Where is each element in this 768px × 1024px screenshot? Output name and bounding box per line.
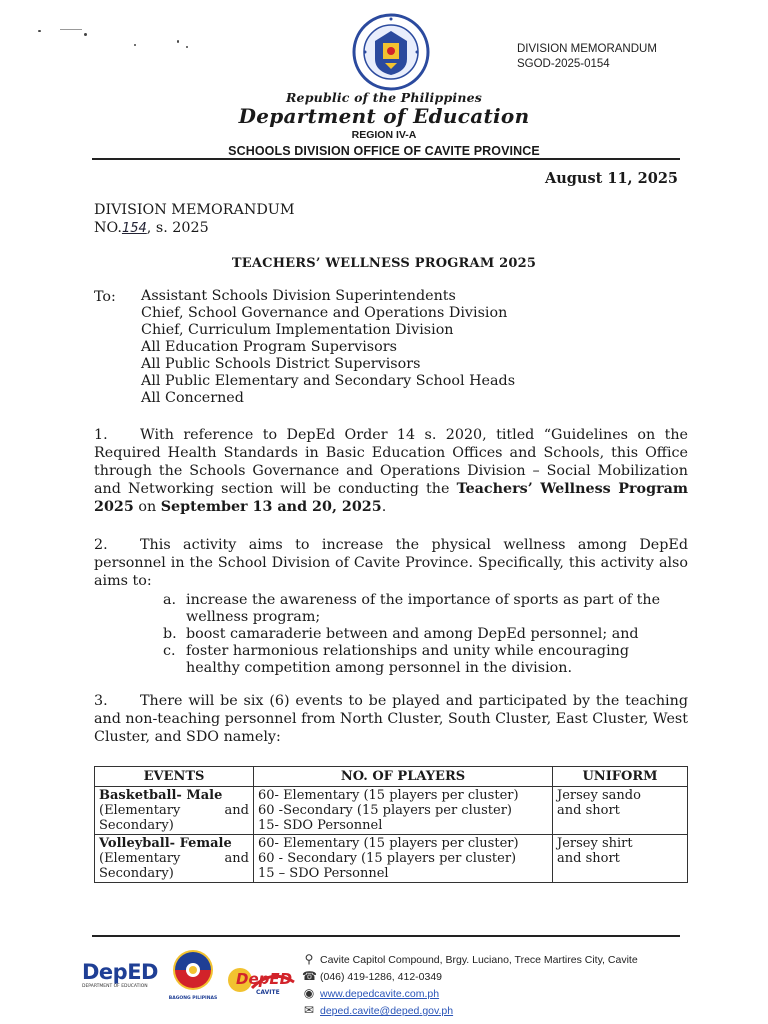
table-header-players: NO. OF PLAYERS xyxy=(254,767,553,787)
location-pin-icon: ⚲ xyxy=(304,952,314,966)
paragraph-1 xyxy=(94,426,688,516)
memo-date: August 11, 2025 xyxy=(544,170,678,187)
memo-title: DIVISION MEMORANDUM xyxy=(94,202,295,218)
deped-logo xyxy=(82,960,172,1000)
recipient-item: Chief, Curriculum Implementation Division xyxy=(141,322,454,338)
table-header-row xyxy=(95,767,688,787)
paragraph-3-number: 3. xyxy=(94,693,108,709)
footer-website-row xyxy=(302,985,638,1002)
paragraph-1-text-c: . xyxy=(381,499,387,515)
deped-cavite-logo-subtext: CAVITE xyxy=(256,989,280,996)
scan-speck xyxy=(186,46,188,48)
footer-email-link[interactable]: deped.cavite@deped.gov.ph xyxy=(320,1005,454,1017)
players-cell xyxy=(254,787,553,835)
players-cell xyxy=(254,835,553,883)
event-cell xyxy=(95,835,254,883)
scan-speck xyxy=(60,29,82,30)
to-label: To: xyxy=(94,289,116,305)
event-category-end: Secondary) xyxy=(99,818,174,833)
paragraph-2 xyxy=(94,536,688,590)
events-table xyxy=(94,766,688,883)
event-cell xyxy=(95,787,254,835)
header-rule xyxy=(92,158,680,160)
memo-code-line1: DIVISION MEMORANDUM xyxy=(517,43,657,55)
table-row xyxy=(95,835,688,883)
event-category-b: and xyxy=(224,851,249,866)
event-category-end: Secondary) xyxy=(99,866,174,881)
recipient-item: All Public Schools District Supervisors xyxy=(141,356,421,372)
recipient-item: Chief, School Governance and Operations Division xyxy=(141,305,508,321)
footer-phone-row xyxy=(302,968,638,985)
footer-website-link[interactable]: www.depedcavite.com.ph xyxy=(320,988,440,1000)
seal-icon xyxy=(352,13,430,91)
players-line: 60 -Secondary (15 players per cluster) xyxy=(258,803,512,818)
objective-text: boost camaraderie between and among DepEd personnel; and xyxy=(186,626,639,642)
scan-speck xyxy=(134,44,136,46)
program-dates: September 13 and 20, 2025 xyxy=(160,499,382,515)
event-category-a: (Elementary xyxy=(99,851,181,866)
event-category-line xyxy=(99,851,249,866)
deped-seal xyxy=(352,13,430,91)
paragraph-1-text-a: With reference to DepEd Order 14 s. 2020, titled “Guidelines on the Required Health Standards in Basic Education Offices and Schools, this Office through the Schools Governance and Operations Division – Social Mobilization and Networking section will be conducting the xyxy=(94,427,688,497)
department-title: Department of Education xyxy=(238,104,530,128)
memo-code-label xyxy=(517,42,657,72)
event-category-a: (Elementary xyxy=(99,803,181,818)
uniform-cell xyxy=(553,835,688,883)
uniform-line: Jersey shirt xyxy=(557,836,633,851)
objective-text: increase the awareness of the importance of sports as part of the wellness program; xyxy=(186,592,661,625)
republic-line: Republic of the Philippines xyxy=(285,90,483,105)
objective-item xyxy=(163,592,687,626)
recipients-list xyxy=(141,288,681,407)
table-row xyxy=(95,787,688,835)
objective-letter: b. xyxy=(163,626,177,642)
deped-cavite-logo-text: DepED xyxy=(236,970,293,988)
footer-phone: (046) 419-1286, 412-0349 xyxy=(320,971,443,983)
event-category-b: and xyxy=(224,803,249,818)
paragraph-1-number: 1. xyxy=(94,427,108,443)
memo-number-handwritten: 154 xyxy=(121,221,147,236)
players-line: 15- SDO Personnel xyxy=(258,818,383,833)
scan-speck xyxy=(177,40,179,43)
deped-cavite-logo xyxy=(222,958,296,1002)
memo-number-prefix: NO. xyxy=(94,220,122,236)
recipient-item: All Concerned xyxy=(141,390,244,406)
objective-item xyxy=(163,643,687,677)
paragraph-1-text-b: on xyxy=(133,499,161,515)
footer-address: Cavite Capitol Compound, Brgy. Luciano, Trece Martires City, Cavite xyxy=(320,954,638,966)
table-header-events: EVENTS xyxy=(95,767,254,787)
paragraph-2-number: 2. xyxy=(94,537,108,553)
footer-email-row xyxy=(302,1002,638,1019)
paragraph-3-text: There will be six (6) events to be played and participated by the teaching and non-teaching personnel from North Cluster, South Cluster, East Cluster, West Cluster, and SDO namely: xyxy=(94,693,688,745)
event-category-line xyxy=(99,803,249,818)
players-line: 15 – SDO Personnel xyxy=(258,866,389,881)
uniform-line: and short xyxy=(557,803,620,818)
recipient-item: All Education Program Supervisors xyxy=(141,339,397,355)
scan-speck xyxy=(38,30,41,32)
table-header-uniform: UNIFORM xyxy=(553,767,688,787)
bagong-pilipinas-emblem-icon xyxy=(171,948,215,992)
recipient-item: Assistant Schools Division Superintendents xyxy=(141,288,456,304)
memo-code-line2: SGOD-2025-0154 xyxy=(517,58,610,70)
envelope-icon: ✉ xyxy=(303,1003,315,1017)
objective-letter: c. xyxy=(163,643,176,659)
players-line: 60 - Secondary (15 players per cluster) xyxy=(258,851,517,866)
scan-speck xyxy=(84,33,87,36)
footer-rule xyxy=(92,935,680,937)
footer-address-row xyxy=(302,951,638,968)
paragraph-2-text: This activity aims to increase the physical wellness among DepEd personnel in the School Division of Cavite Province. Specifically, this activity also aims to: xyxy=(94,537,688,589)
event-name: Volleyball- Female xyxy=(99,836,232,851)
office-line: SCHOOLS DIVISION OFFICE OF CAVITE PROVINCE xyxy=(228,144,540,158)
memo-number xyxy=(94,219,209,238)
region-line: REGION IV-A xyxy=(351,129,417,141)
players-line: 60- Elementary (15 players per cluster) xyxy=(258,788,519,803)
memo-subject: TEACHERS’ WELLNESS PROGRAM 2025 xyxy=(231,256,537,271)
memo-number-suffix: , s. 2025 xyxy=(146,220,209,236)
objective-text: foster harmonious relationships and unity while encouraging healthy competition among personnel in the division. xyxy=(186,643,630,676)
phone-icon: ☎ xyxy=(302,969,317,983)
objective-letter: a. xyxy=(163,592,177,608)
uniform-line: Jersey sando xyxy=(557,788,641,803)
program-name: Teachers’ Wellness Program 2025 xyxy=(94,481,688,515)
uniform-line: and short xyxy=(557,851,620,866)
objective-item xyxy=(163,626,687,643)
deped-logo-text: DepED xyxy=(82,960,158,984)
players-line: 60- Elementary (15 players per cluster) xyxy=(258,836,519,851)
deped-logo-subtext: DEPARTMENT OF EDUCATION xyxy=(82,984,148,989)
objectives-list xyxy=(163,592,687,677)
event-name: Basketball- Male xyxy=(99,788,223,803)
paragraph-3 xyxy=(94,692,688,746)
uniform-cell xyxy=(553,787,688,835)
bagong-pilipinas-logo xyxy=(168,948,218,1006)
footer-contact xyxy=(302,951,638,1019)
bagong-pilipinas-text: BAGONG PILIPINAS xyxy=(168,996,218,1001)
recipient-item: All Public Elementary and Secondary School Heads xyxy=(141,373,516,389)
globe-icon: ◉ xyxy=(303,986,315,1000)
